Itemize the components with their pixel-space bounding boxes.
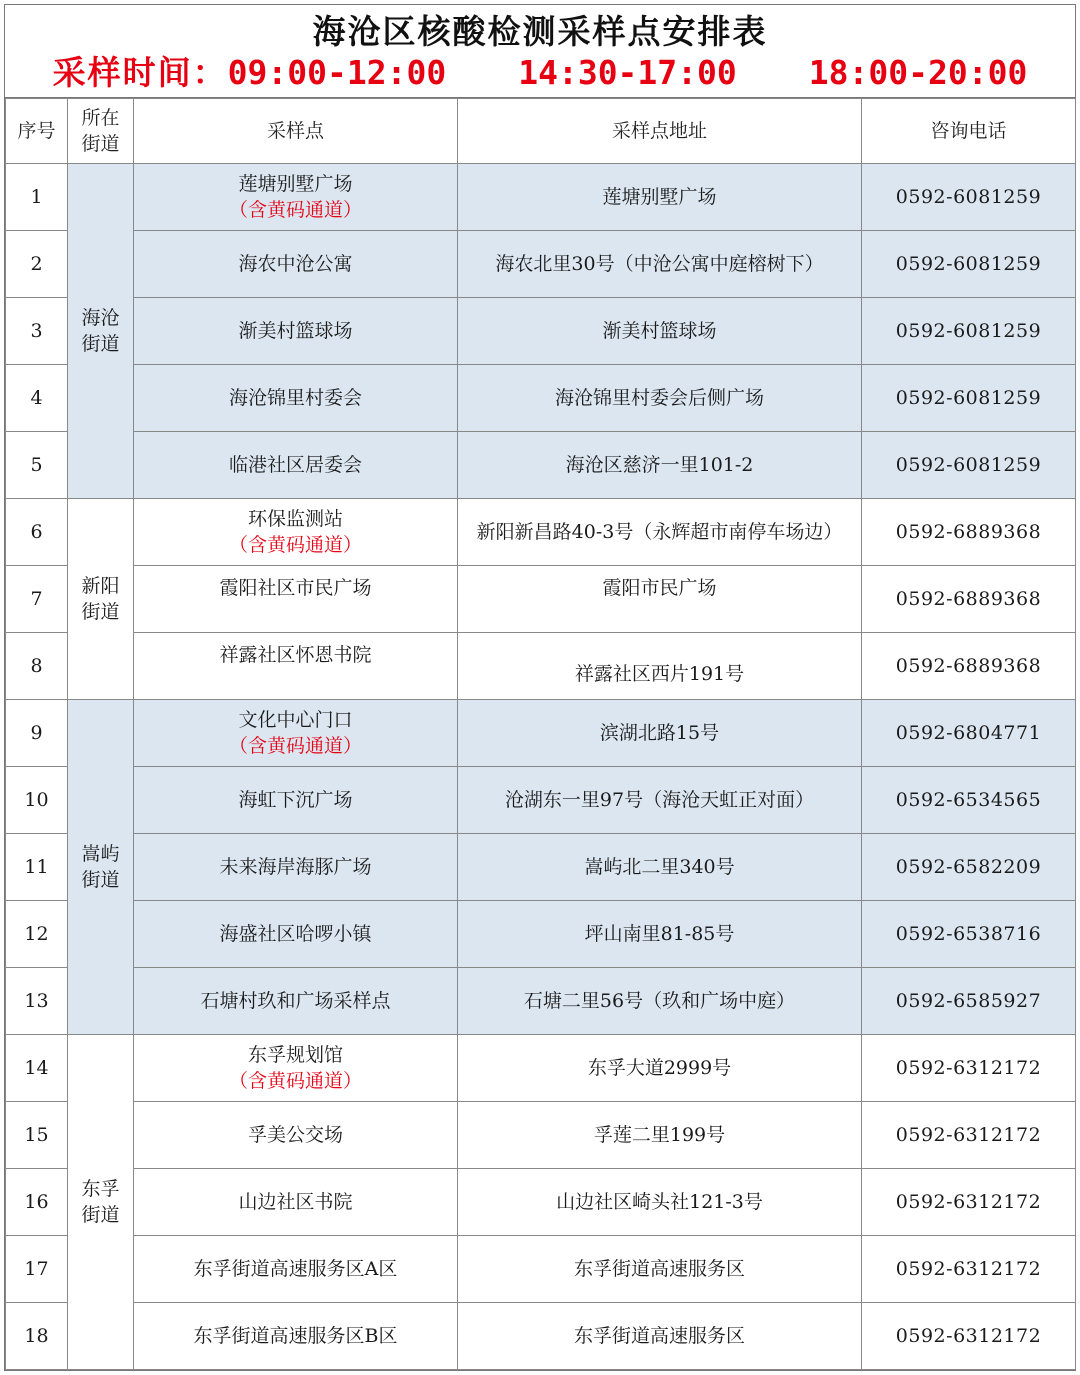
time-slot-morning: 09:00-12:00 [227,53,447,92]
phone-cell: 0592-6804771 [862,700,1076,767]
table-row [6,1236,1076,1303]
address-text: 霞阳市民广场 [602,577,717,599]
phone-cell: 0592-6312172 [862,1035,1076,1102]
row-index: 2 [6,231,68,298]
phone-cell: 0592-6889368 [862,566,1076,633]
row-index: 9 [6,700,68,767]
address-cell [458,767,862,834]
site-cell [134,1102,458,1169]
street-cell [68,700,134,1035]
sampling-time-line [5,53,1075,93]
table-header-row [6,99,1076,164]
address-cell [458,499,862,566]
site-cell [134,432,458,499]
address-cell [458,566,862,633]
site-cell [134,968,458,1035]
site-name: 莲塘别墅广场 [238,173,353,195]
row-index: 16 [6,1169,68,1236]
table-row [6,432,1076,499]
header-index: 序号 [6,99,68,164]
site-cell [134,1236,458,1303]
row-index: 1 [6,164,68,231]
row-index: 8 [6,633,68,700]
address-cell [458,834,862,901]
address-text: 东孚大道2999号 [587,1057,732,1079]
phone-cell: 0592-6081259 [862,231,1076,298]
table-row [6,968,1076,1035]
phone-cell: 0592-6312172 [862,1169,1076,1236]
address-text: 莲塘别墅广场 [602,186,717,208]
address-text: 海农北里30号（中沧公寓中庭榕树下） [495,253,824,275]
address-cell [458,298,862,365]
site-cell [134,365,458,432]
header-site: 采样点 [134,99,458,164]
site-name: 祥露社区怀恩书院 [219,644,372,666]
address-cell [458,1102,862,1169]
address-text: 孚莲二里199号 [593,1124,726,1146]
site-cell [134,566,458,633]
phone-cell: 0592-6585927 [862,968,1076,1035]
phone-cell: 0592-6889368 [862,499,1076,566]
site-name: 东孚街道高速服务区B区 [193,1325,398,1347]
address-cell [458,633,862,700]
table-row [6,1303,1076,1370]
row-index: 14 [6,1035,68,1102]
site-name: 海虹下沉广场 [238,789,353,811]
site-cell [134,499,458,566]
phone-cell: 0592-6889368 [862,633,1076,700]
table-row [6,499,1076,566]
site-name: 石塘村玖和广场采样点 [200,990,391,1012]
street-name: 海沧街道 [81,307,120,355]
site-cell [134,901,458,968]
row-index: 11 [6,834,68,901]
phone-cell: 0592-6312172 [862,1303,1076,1370]
address-text: 海沧锦里村委会后侧广场 [554,387,764,409]
table-body [6,164,1076,1370]
time-slot-evening: 18:00-20:00 [808,53,1028,92]
site-cell [134,633,458,700]
row-index: 12 [6,901,68,968]
title-block [5,5,1075,98]
site-name: 山边社区书院 [238,1191,353,1213]
address-text: 东孚街道高速服务区 [573,1258,745,1280]
street-cell [68,164,134,499]
row-index: 15 [6,1102,68,1169]
site-name: 海农中沧公寓 [238,253,353,275]
site-cell [134,1035,458,1102]
site-cell [134,767,458,834]
site-name: 东孚街道高速服务区A区 [193,1258,398,1280]
yellow-code-note: （含黄码通道） [228,735,362,757]
table-row [6,566,1076,633]
yellow-code-note: （含黄码通道） [228,534,362,556]
header-street-text: 所在街道 [81,107,120,155]
site-name: 文化中心门口 [238,709,353,731]
table-row [6,901,1076,968]
address-text: 海沧区慈济一里101-2 [565,454,754,476]
yellow-code-note: （含黄码通道） [228,199,362,221]
row-index: 6 [6,499,68,566]
street-cell [68,1035,134,1370]
site-name: 临港社区居委会 [228,454,362,476]
address-cell [458,432,862,499]
site-name: 海盛社区哈啰小镇 [219,923,372,945]
header-phone: 咨询电话 [862,99,1076,164]
address-cell [458,1035,862,1102]
address-text: 祥露社区西片191号 [574,663,745,685]
phone-cell: 0592-6081259 [862,432,1076,499]
row-index: 18 [6,1303,68,1370]
row-index: 7 [6,566,68,633]
address-cell [458,1236,862,1303]
address-cell [458,901,862,968]
page-title: 海沧区核酸检测采样点安排表 [312,12,768,51]
schedule-sheet [4,4,1076,1371]
row-index: 3 [6,298,68,365]
table-row [6,1102,1076,1169]
table-row [6,767,1076,834]
sampling-sites-table [5,98,1076,1370]
address-text: 滨湖北路15号 [599,722,720,744]
address-text: 山边社区崎头社121-3号 [556,1191,763,1213]
site-name: 环保监测站 [247,508,343,530]
address-text: 坪山南里81-85号 [584,923,735,945]
phone-cell: 0592-6582209 [862,834,1076,901]
site-cell [134,700,458,767]
row-index: 17 [6,1236,68,1303]
table-row [6,700,1076,767]
row-index: 4 [6,365,68,432]
yellow-code-note: （含黄码通道） [228,1070,362,1092]
site-name: 东孚规划馆 [247,1044,343,1066]
row-index: 5 [6,432,68,499]
table-row [6,1035,1076,1102]
address-cell [458,365,862,432]
address-text: 嵩屿北二里340号 [584,856,735,878]
address-cell [458,700,862,767]
address-text: 东孚街道高速服务区 [573,1325,745,1347]
address-text: 石塘二里56号（玖和广场中庭） [523,990,796,1012]
address-text: 渐美村篮球场 [602,320,717,342]
row-index: 13 [6,968,68,1035]
address-cell [458,231,862,298]
phone-cell: 0592-6312172 [862,1102,1076,1169]
header-street [68,99,134,164]
site-cell [134,164,458,231]
address-cell [458,164,862,231]
table-row [6,633,1076,700]
sampling-time-label: 采样时间： [52,53,228,92]
phone-cell: 0592-6312172 [862,1236,1076,1303]
table-row [6,834,1076,901]
site-name: 未来海岸海豚广场 [219,856,372,878]
site-cell [134,231,458,298]
address-text: 新阳新昌路40-3号（永辉超市南停车场边） [476,521,843,543]
site-name: 海沧锦里村委会 [228,387,362,409]
site-name: 孚美公交场 [247,1124,343,1146]
row-index: 10 [6,767,68,834]
table-row [6,164,1076,231]
site-cell [134,1303,458,1370]
street-name: 东孚街道 [81,1178,120,1226]
time-slot-afternoon: 14:30-17:00 [518,53,737,92]
site-name: 渐美村篮球场 [238,320,353,342]
address-text: 沧湖东一里97号（海沧天虹正对面） [504,789,815,811]
header-address: 采样点地址 [458,99,862,164]
address-cell [458,968,862,1035]
address-cell [458,1303,862,1370]
phone-cell: 0592-6081259 [862,164,1076,231]
table-row [6,231,1076,298]
site-cell [134,1169,458,1236]
site-name: 霞阳社区市民广场 [219,577,372,599]
table-row [6,298,1076,365]
phone-cell: 0592-6081259 [862,298,1076,365]
phone-cell: 0592-6538716 [862,901,1076,968]
address-cell [458,1169,862,1236]
street-cell [68,499,134,700]
table-row [6,365,1076,432]
street-name: 嵩屿街道 [81,843,120,891]
phone-cell: 0592-6081259 [862,365,1076,432]
street-name: 新阳街道 [81,575,120,623]
table-row [6,1169,1076,1236]
site-cell [134,834,458,901]
site-cell [134,298,458,365]
phone-cell: 0592-6534565 [862,767,1076,834]
